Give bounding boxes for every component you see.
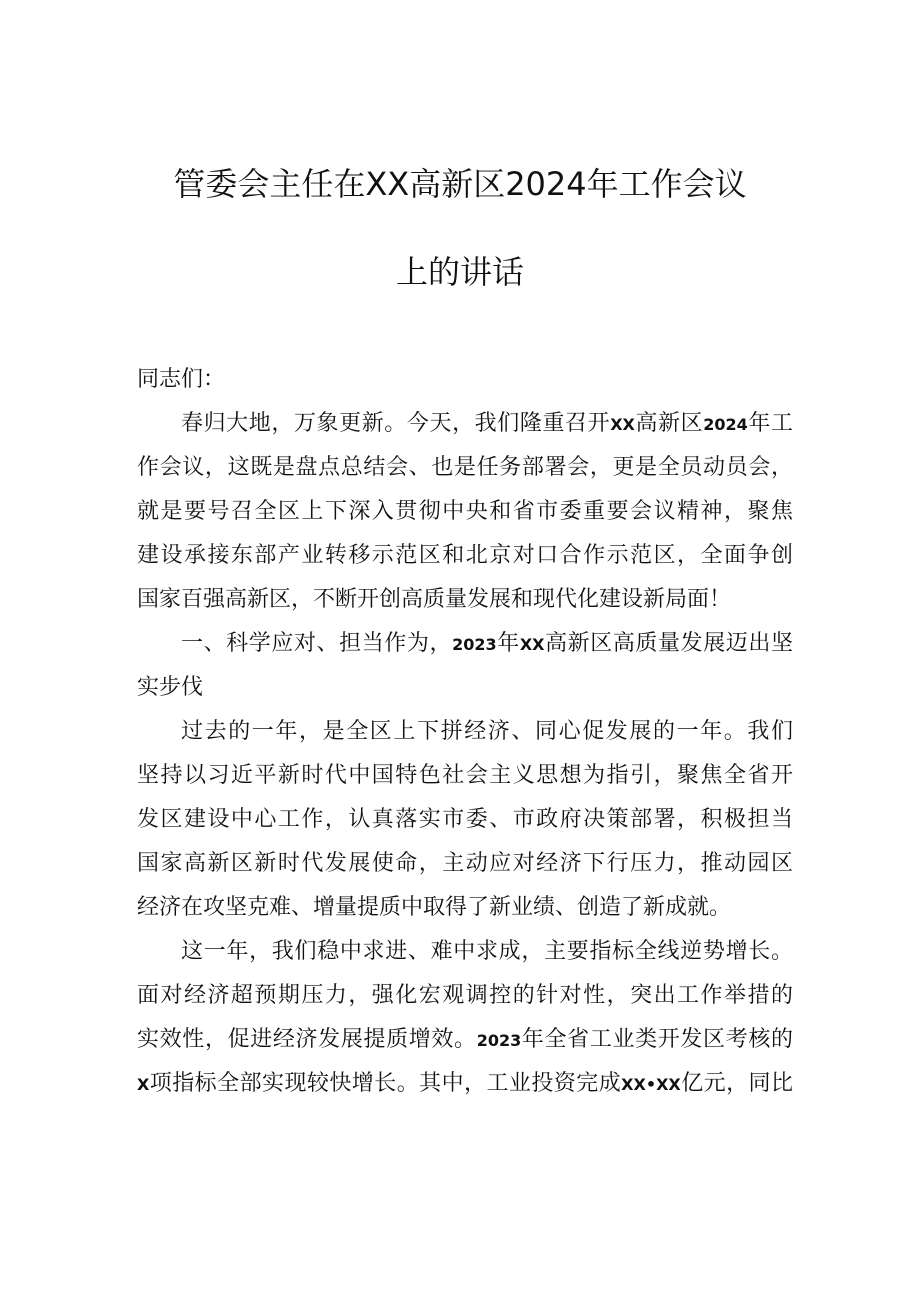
text-run: 2023: [452, 635, 497, 654]
document-title-line-1: 管委会主任在XX高新区2024年工作会议: [173, 165, 747, 203]
text-run: 实效性，促进经济发展提质增效。: [137, 1027, 477, 1052]
paragraph-1-line-2: 作会议，这既是盘点总结会、也是任务部署会，更是全员动员会，: [137, 455, 793, 480]
text-run: 年工: [747, 411, 793, 436]
document-title-line-2: 上的讲话: [395, 253, 524, 291]
paragraph-1-line-4: 建设承接东部产业转移示范区和北京对口合作示范区，全面争创: [137, 543, 793, 568]
text-run: 项指标全部实现较快增长。其中，工业投资完成: [149, 1071, 622, 1096]
text-run: 高新区: [634, 411, 704, 436]
section-heading-1-line-2: 实步伐: [137, 675, 204, 700]
paragraph-2-line-5: 经济在攻坚克难、增量提质中取得了新业绩、创造了新成就。: [137, 895, 732, 920]
paragraph-2-line-1: 过去的一年，是全区上下拼经济、同心促发展的一年。我们: [181, 719, 793, 744]
text-run: 高新区高质量发展迈出坚: [544, 631, 793, 656]
salutation: 同志们：: [137, 367, 226, 392]
paragraph-2-line-2: 坚持以习近平新时代中国特色社会主义思想为指引，聚焦全省开: [137, 763, 793, 788]
text-run: X: [137, 1075, 150, 1094]
text-run: 年: [496, 631, 520, 656]
paragraph-3-line-2: 面对经济超预期压力，强化宏观调控的针对性，突出工作举措的: [137, 983, 793, 1008]
text-run: 春归大地，万象更新。今天，我们隆重召开: [181, 411, 611, 436]
text-run: 亿元，同比: [680, 1071, 793, 1096]
paragraph-3-line-1: 这一年，我们稳中求进、难中求成，主要指标全线逆势增长。: [181, 939, 793, 964]
paragraph-1-line-3: 就是要号召全区上下深入贯彻中央和省市委重要会议精神，聚焦: [137, 499, 793, 524]
text-run: 2024: [703, 415, 748, 434]
text-run: XX•XX: [621, 1075, 681, 1094]
text-run: XX: [519, 635, 545, 654]
paragraph-3-line-3: [137, 1018, 793, 1062]
paragraph-3-line-4: [137, 1062, 793, 1106]
text-run: 2023: [476, 1031, 522, 1050]
paragraph-1-line-1: [181, 402, 793, 446]
paragraph-1-line-5: 国家百强高新区，不断开创高质量发展和现代化建设新局面！: [137, 587, 732, 612]
text-run: 一、科学应对、担当作为，: [181, 631, 453, 656]
text-run: 年全省工业类开发区考核的: [521, 1027, 793, 1052]
section-heading-1-line-1: [181, 622, 793, 666]
paragraph-2-line-4: 国家高新区新时代发展使命，主动应对经济下行压力，推动园区: [137, 851, 793, 876]
paragraph-2-line-3: 发区建设中心工作，认真落实市委、市政府决策部署，积极担当: [137, 807, 793, 832]
text-run: XX: [610, 415, 635, 434]
